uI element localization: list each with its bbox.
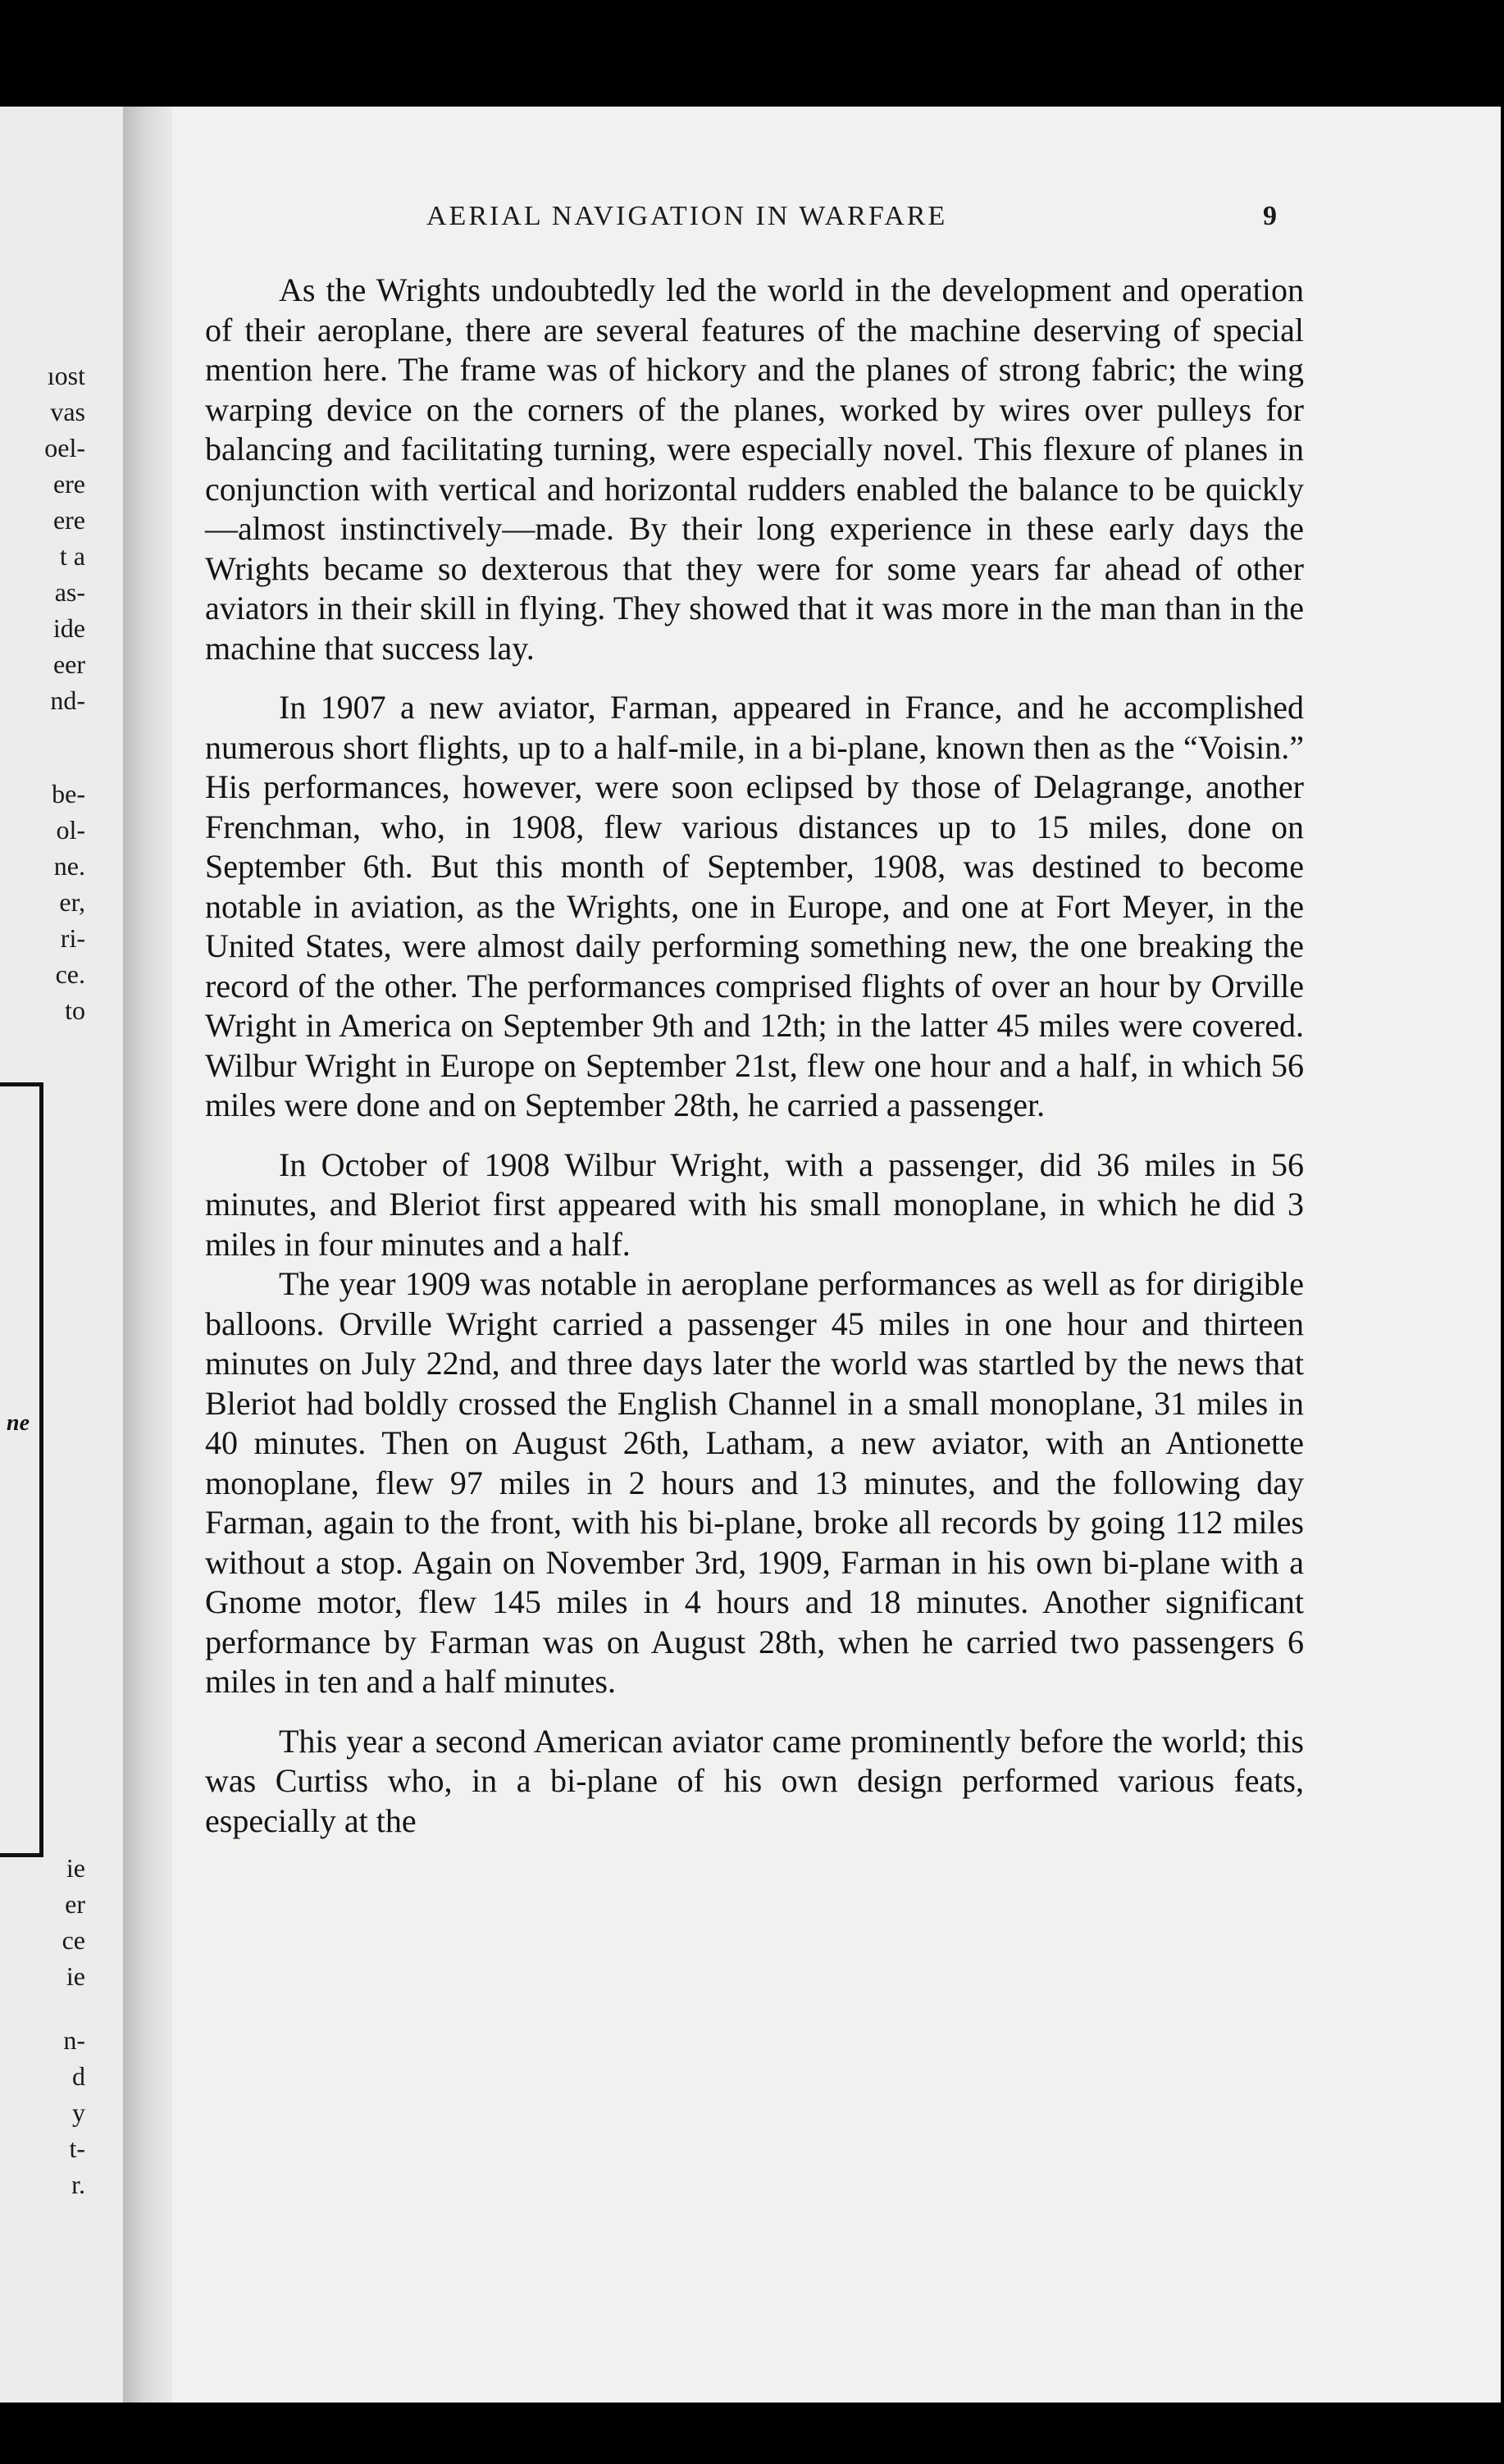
facing-page-text-fragment: ıost xyxy=(47,361,85,390)
facing-page-text-fragment: ne. xyxy=(53,851,85,881)
facing-page-text-fragment: y xyxy=(72,2097,85,2127)
facing-page-text-fragment: ere xyxy=(52,469,85,499)
paragraph: In 1907 a new aviator, Farman, appeared in France, and he accomplished numerous short flights, up to a half-mile, in a bi-plane, known then as the “Voisin.” His performances, however, were soon eclipsed by those of Delagrange, another Frenchman, who, in 1908, flew various distances up to 15 miles, done on September 6th. But this month of September, 1908, was destined to become notable in aviation, as the Wrights, one in Europe, and one at Fort Meyer, in the United States, were almost daily performing something new, the one breaking the record of the other. The performances comprised flights of over an hour by Orville Wright in America on September 9th and 12th; in the latter 45 miles were covered. Wilbur Wright in Europe on September 21st, flew one hour and a half, in which 56 miles were done and on September 28th, he carried a passenger. xyxy=(205,689,1304,1123)
running-head-title: AERIAL NAVIGATION IN WARFARE xyxy=(426,201,948,231)
facing-page-edge xyxy=(0,107,128,2403)
facing-page-text-fragment: as- xyxy=(54,577,85,607)
facing-page-text-fragment: n- xyxy=(63,2025,85,2055)
facing-page-text-fragment: eer xyxy=(52,649,85,679)
facing-page-text-fragment: t a xyxy=(59,541,85,571)
facing-page-text-fragment: ce. xyxy=(55,959,85,989)
page-number: 9 xyxy=(1263,201,1279,231)
facing-page-box-text: ne xyxy=(7,1410,30,1436)
facing-page-text-fragment: ol- xyxy=(56,815,85,845)
facing-page-text-fragment: vas xyxy=(50,397,85,426)
facing-page-text-fragment: be- xyxy=(52,779,85,808)
facing-page-boxed-figure xyxy=(0,1082,43,1857)
paragraph: As the Wrights undoubtedly led the world in the development and operation of their aeroplane, there are several features of the machine deserving of special mention here. The frame was of hickory and the planes of strong fabric; the wing warping device on the corners of the planes, worked by wires over pulleys for balancing and facilitating turning, were especially novel. This flexure of planes in conjunction with vertical and horizontal rudders enabled the balance to be quickly —almost instinctively—made. By their long experience in these early days the Wrights became so dexterous that they were for some years far ahead of other aviators in their skill in flying. They showed that it was more in the man than in the machine that success lay. xyxy=(205,271,1304,667)
paragraph: In October of 1908 Wilbur Wright, with a passenger, did 36 miles in 56 minutes, and Bleriot first appeared with his small monoplane, in which he did 3 miles in four minutes and a half. xyxy=(205,1145,1304,1263)
facing-page-text-fragment: er, xyxy=(59,887,85,917)
facing-page-text-fragment: d xyxy=(72,2061,85,2091)
facing-page-text-fragment: oel- xyxy=(44,433,85,462)
facing-page-text-fragment: to xyxy=(65,995,85,1025)
facing-page-text-fragment: ie xyxy=(66,1961,85,1991)
paragraph: This year a second American aviator came prominently before the world; this was Curtiss who, in a bi-plane of his own design performed various feats, especially at the xyxy=(205,1722,1304,1839)
paragraph: The year 1909 was notable in aeroplane performances as well as for dirigible balloons. Orville Wright carried a passenger 45 miles in one hour and thirteen minutes on July 22nd, and three days later the world was startled by the news that Bleriot had boldly crossed the English Channel in a small monoplane, 31 miles in 40 minutes. Then on August 26th, Latham, a new aviator, with an Antionette monoplane, flew 97 miles in 2 hours and 13 minutes, and the following day Farman, again to the front, with his bi-plane, broke all records by going 112 miles without a stop. Again on November 3rd, 1909, Farman in his own bi-plane with a Gnome motor, flew 145 miles in 4 hours and 18 minutes. Another significant performance by Farman was on August 28th, when he carried two passengers 6 miles in ten and a half minutes. xyxy=(205,1265,1304,1700)
facing-page-text-fragment: ce xyxy=(62,1925,85,1955)
facing-page-text-fragment: t- xyxy=(69,2134,85,2163)
facing-page-text-fragment: nd- xyxy=(50,685,85,715)
facing-page-text-fragment: ie xyxy=(66,1853,85,1883)
facing-page-text-fragment: ri- xyxy=(60,923,85,953)
body-text xyxy=(205,271,1304,1861)
facing-page-text-fragment: r. xyxy=(71,2170,85,2199)
facing-page-text-fragment: ere xyxy=(52,505,85,535)
facing-page-text-fragment: ide xyxy=(52,613,85,643)
facing-page-text-fragment: er xyxy=(65,1889,85,1919)
